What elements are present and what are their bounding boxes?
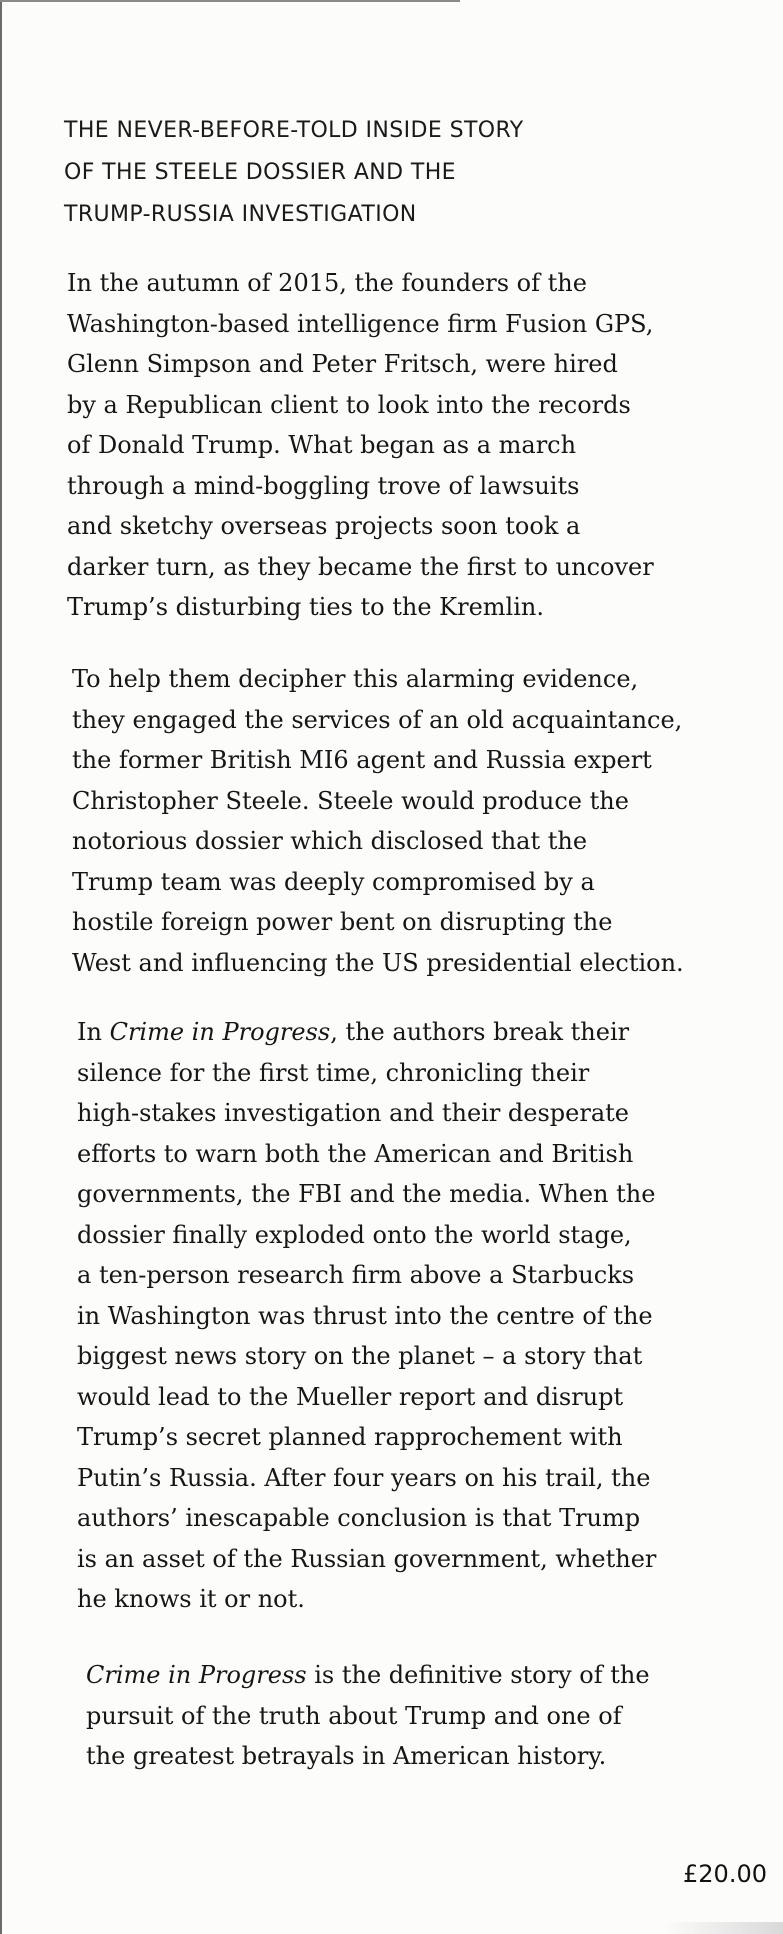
heading-line: THE NEVER-BEFORE-TOLD INSIDE STORY xyxy=(64,118,524,143)
blurb-paragraph-2 xyxy=(72,659,783,983)
text-line: hostile foreign power bent on disrupting the xyxy=(72,908,613,936)
text-line: he knows it or not. xyxy=(77,1585,305,1613)
text-line: darker turn, as they became the first to uncover xyxy=(67,552,654,581)
price-label: £20.00 xyxy=(683,1860,767,1888)
text-line: In the autumn of 2015, the founders of the xyxy=(67,269,587,297)
text-line: they engaged the services of an old acquaintance, xyxy=(72,705,683,734)
blurb-paragraph-3 xyxy=(77,1012,783,1620)
text-line: Glenn Simpson and Peter Fritsch, were hired xyxy=(67,350,618,378)
book-title: Crime in Progress xyxy=(109,1018,331,1046)
text-line: and sketchy overseas projects soon took a xyxy=(67,512,581,540)
text-line: Trump’s disturbing ties to the Kremlin. xyxy=(67,593,544,621)
text-fragment: In xyxy=(77,1018,110,1046)
text-line: Putin’s Russia. After four years on his trail, the xyxy=(77,1463,651,1492)
text-line xyxy=(77,1012,783,1053)
text-line: governments, the FBI and the media. When the xyxy=(77,1180,656,1208)
top-rule xyxy=(0,0,460,2)
text-line: through a mind-boggling trove of lawsuits xyxy=(67,471,580,500)
text-line: West and influencing the US presidential election. xyxy=(72,948,684,977)
text-line: high-stakes investigation and their desperate xyxy=(77,1099,629,1127)
text-line: the greatest betrayals in American history. xyxy=(86,1742,607,1770)
text-line: efforts to warn both the American and British xyxy=(77,1139,634,1168)
text-line: Trump team was deeply compromised by a xyxy=(72,867,595,896)
text-line: authors’ inescapable conclusion is that Trump xyxy=(77,1504,641,1532)
text-line: is an asset of the Russian government, whether xyxy=(77,1544,657,1573)
heading-line: TRUMP-RUSSIA INVESTIGATION xyxy=(64,202,417,227)
book-title: Crime in Progress xyxy=(86,1661,307,1689)
text-line: silence for the first time, chronicling their xyxy=(77,1058,590,1087)
text-line: To help them decipher this alarming evidence, xyxy=(72,665,639,693)
text-fragment: , the authors break their xyxy=(330,1018,630,1046)
text-line: notorious dossier which disclosed that the xyxy=(72,827,588,855)
text-line: Christopher Steele. Steele would produce the xyxy=(72,786,629,815)
text-line: would lead to the Mueller report and disrupt xyxy=(77,1382,624,1411)
corner-smudge xyxy=(663,1922,783,1934)
text-line: a ten-person research firm above a Starbucks xyxy=(77,1261,635,1289)
text-line: of Donald Trump. What began as a march xyxy=(67,431,577,459)
text-line: dossier finally exploded onto the world stage, xyxy=(77,1220,632,1249)
text-line xyxy=(86,1655,783,1696)
cover-left-edge xyxy=(0,0,2,1934)
heading-line: OF THE STEELE DOSSIER AND THE xyxy=(64,160,456,185)
text-fragment: is the definitive story of the xyxy=(306,1661,650,1689)
text-line: pursuit of the truth about Trump and one of xyxy=(86,1701,622,1730)
text-line: Trump’s secret planned rapprochement with xyxy=(77,1423,623,1451)
text-line: Washington-based intelligence firm Fusion GPS, xyxy=(67,309,654,338)
text-line: the former British MI6 agent and Russia expert xyxy=(72,746,652,774)
blurb-paragraph-4 xyxy=(86,1655,783,1777)
blurb-paragraph-1 xyxy=(67,263,783,628)
text-line: in Washington was thrust into the centre of the xyxy=(77,1301,653,1330)
text-line: by a Republican client to look into the records xyxy=(67,390,631,419)
text-line: biggest news story on the planet – a story that xyxy=(77,1342,643,1370)
cover-heading xyxy=(64,110,764,236)
